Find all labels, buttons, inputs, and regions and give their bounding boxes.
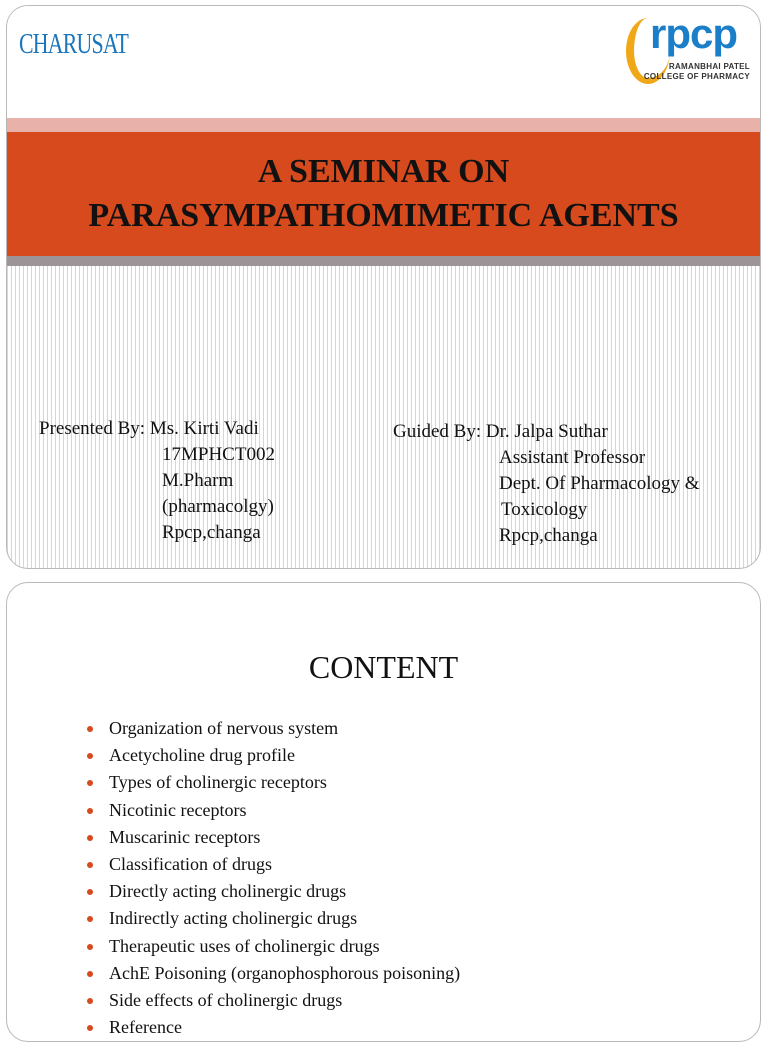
slide-title-line-1: A SEMINAR ON	[257, 153, 510, 190]
title-band	[7, 132, 760, 256]
presenter-institution: Rpcp,changa	[162, 522, 261, 543]
rpcp-subtitle-1: RAMANBHAI PATEL	[668, 62, 750, 71]
title-slide	[6, 5, 761, 569]
presenter-subject: (pharmacolgy)	[162, 496, 274, 517]
gray-divider-band	[7, 256, 760, 266]
rpcp-subtitle-2: COLLEGE OF PHARMACY	[643, 72, 750, 81]
content-slide	[6, 582, 761, 1042]
presenter-id: 17MPHCT002	[162, 444, 275, 465]
content-list-item: Nicotinic receptors	[85, 797, 460, 824]
guide-title: Assistant Professor	[499, 447, 646, 468]
charusat-logo-text: CHARUSAT	[19, 29, 129, 60]
content-list-item: Directly acting cholinergic drugs	[85, 878, 460, 905]
presenter-degree: M.Pharm	[162, 470, 234, 491]
content-list-item: Types of cholinergic receptors	[85, 769, 460, 796]
content-list-item: Therapeutic uses of cholinergic drugs	[85, 933, 460, 960]
content-list-item: AchE Poisoning (organophosphorous poisoning)	[85, 960, 460, 987]
content-list-item: Reference	[85, 1014, 460, 1041]
content-list-item: Acetycholine drug profile	[85, 742, 460, 769]
content-title: CONTENT	[308, 649, 459, 685]
presenter-name: Presented By: Ms. Kirti Vadi	[39, 418, 259, 439]
guide-institution: Rpcp,changa	[499, 525, 598, 546]
content-list-item: Muscarinic receptors	[85, 824, 460, 851]
logo-header	[7, 6, 760, 118]
content-list-item: Organization of nervous system	[85, 715, 460, 742]
content-list-item: Classification of drugs	[85, 851, 460, 878]
rpcp-logo	[626, 10, 754, 86]
content-list-item: Indirectly acting cholinergic drugs	[85, 905, 460, 932]
content-list-item: Side effects of cholinergic drugs	[85, 987, 460, 1014]
rpcp-logo-text: rpcp	[650, 10, 738, 57]
pink-divider-band	[7, 118, 760, 132]
guide-name: Guided By: Dr. Jalpa Suthar	[393, 421, 608, 442]
guide-department: Dept. Of Pharmacology &	[499, 473, 700, 494]
slide-title-line-2: PARASYMPATHOMIMETIC AGENTS	[88, 197, 679, 234]
guide-department-cont: Toxicology	[501, 499, 588, 520]
charusat-logo	[15, 12, 135, 78]
content-list	[85, 715, 460, 1041]
